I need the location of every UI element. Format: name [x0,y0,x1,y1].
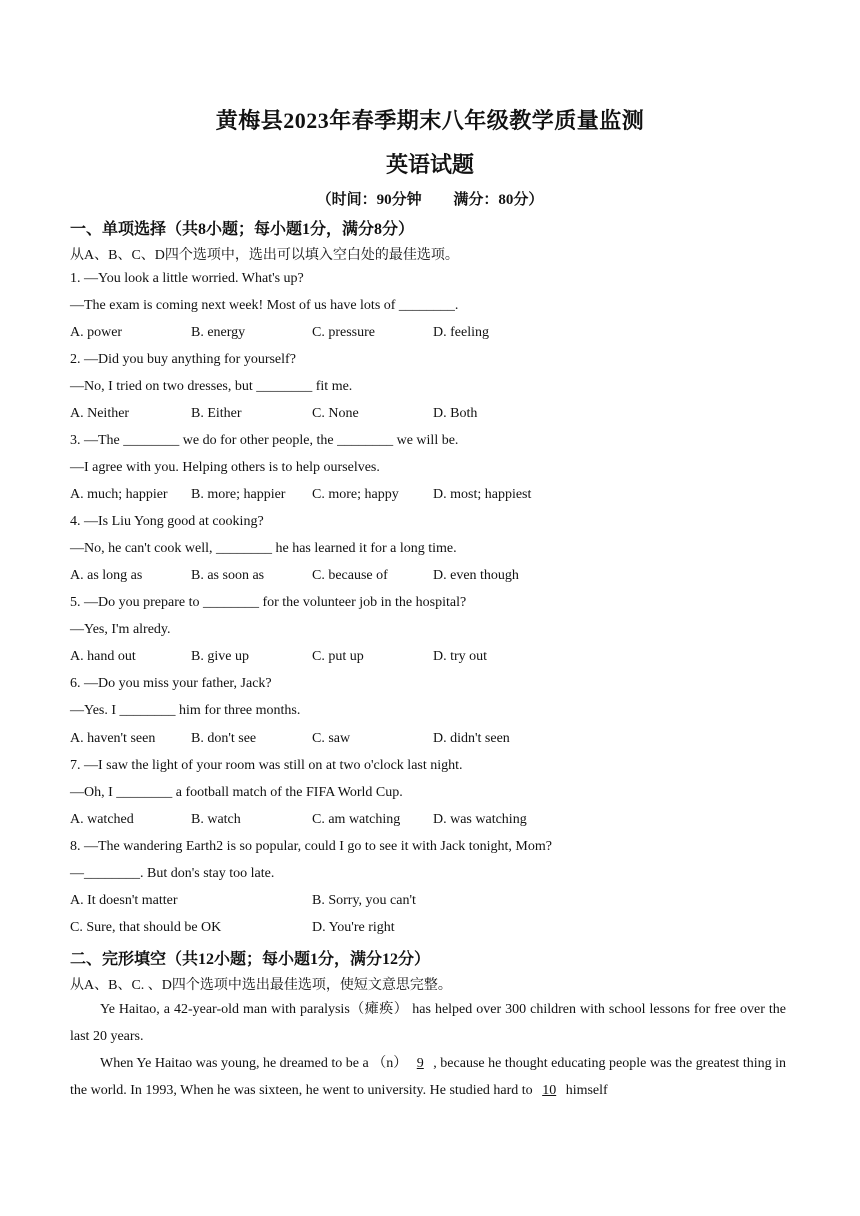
question-2-answer-line: —No, I tried on two dresses, but ________ fit me. [70,379,353,394]
q3-option-a: A. much; happier [70,487,168,502]
q4-option-b: B. as soon as [191,568,265,583]
question-5-answer-line: —Yes, I'm alredy. [70,622,171,637]
question-3: 3. —The ________ we do for other people, the ________ we will be. [70,433,459,448]
exam-full-score: 满分：80分） [453,192,544,208]
q1-option-c: C. pressure [312,325,375,340]
q5-option-d: D. try out [433,649,488,664]
q3-option-c: C. more; happy [312,487,399,502]
q6-option-b: B. don't see [191,731,257,746]
q7-option-d: D. was watching [433,812,527,827]
q8-option-a: A. It doesn't matter [70,893,178,908]
q7-option-c: C. am watching [312,812,401,827]
q5-option-c: C. put up [312,649,364,664]
question-7-answer-line: —Oh, I ________ a football match of the FIFA World Cup. [70,785,403,800]
q5-option-a: A. hand out [70,649,136,664]
q1-option-b: B. energy [191,325,246,340]
paragraph-2-part-b: , because he thought educating people was the greatest thing in the world. In 1993, When he was sixteen, he went to university. He studied hard to [70,1056,786,1098]
q3-option-d: D. most; happiest [433,487,532,502]
q6-option-a: A. haven't seen [70,731,156,746]
question-1: 1. —You look a little worried. What's up? [70,271,304,286]
question-3-answer-line: —I agree with you. Helping others is to help ourselves. [70,460,380,475]
q2-option-d: D. Both [433,406,478,421]
question-8-answer-line: —________. But don's stay too late. [70,866,275,881]
paragraph-2-part-a: When Ye Haitao was young, he dreamed to be a （n） [100,1056,408,1071]
section2-heading: 二、完形填空（共12小题；每小题1分，满分12分） [70,951,431,968]
paragraph-2-part-c: himself [565,1083,608,1098]
passage-paragraph-2 [70,1050,786,1104]
q6-option-c: C. saw [312,731,351,746]
q4-option-a: A. as long as [70,568,143,583]
q8-option-b: B. Sorry, you can't [312,893,416,908]
q6-option-d: D. didn't seen [433,731,510,746]
question-4-answer-line: —No, he can't cook well, ________ he has learned it for a long time. [70,541,457,556]
question-5: 5. —Do you prepare to ________ for the volunteer job in the hospital? [70,595,467,610]
cloze-blank-10: 10 [542,1083,557,1098]
q1-option-d: D. feeling [433,325,489,340]
cloze-blank-9: 9 [416,1056,424,1071]
q7-option-b: B. watch [191,812,241,827]
q4-option-c: C. because of [312,568,388,583]
section2-instruction: 从A、B、C. 、D四个选项中选出最佳选项，使短文意思完整。 [70,978,452,993]
q2-option-a: A. Neither [70,406,130,421]
question-8: 8. —The wandering Earth2 is so popular, could I go to see it with Jack tonight, Mom? [70,839,552,854]
q2-option-c: C. None [312,406,359,421]
q7-option-a: A. watched [70,812,134,827]
question-6: 6. —Do you miss your father, Jack? [70,676,272,691]
question-1-answer-line: —The exam is coming next week! Most of us have lots of ________. [70,298,459,313]
q4-option-d: D. even though [433,568,519,583]
q1-option-a: A. power [70,325,123,340]
exam-duration: （时间：90分钟 [316,192,422,208]
section1-heading: 一、单项选择（共8小题；每小题1分，满分8分） [70,221,415,238]
passage-paragraph-1: Ye Haitao, a 42-year-old man with paralysis（瘫痪） has helped over 300 children with school lessons for free over the last 20 years. [70,1002,786,1044]
question-2: 2. —Did you buy anything for yourself? [70,352,296,367]
q5-option-b: B. give up [191,649,249,664]
section1-instruction: 从A、B、C、D四个选项中，选出可以填入空白处的最佳选项。 [70,248,459,263]
q8-option-d: D. You're right [312,920,395,935]
exam-subtitle: 英语试题 [385,152,474,177]
exam-title: 黄梅县2023年春季期末八年级教学质量监测 [215,108,645,133]
q8-option-c: C. Sure, that should be OK [70,920,222,935]
q3-option-b: B. more; happier [191,487,286,502]
question-7: 7. —I saw the light of your room was still on at two o'clock last night. [70,758,463,773]
question-6-answer-line: —Yes. I ________ him for three months. [70,703,301,718]
question-4: 4. —Is Liu Yong good at cooking? [70,514,264,529]
q2-option-b: B. Either [191,406,242,421]
exam-time-info [0,188,860,209]
